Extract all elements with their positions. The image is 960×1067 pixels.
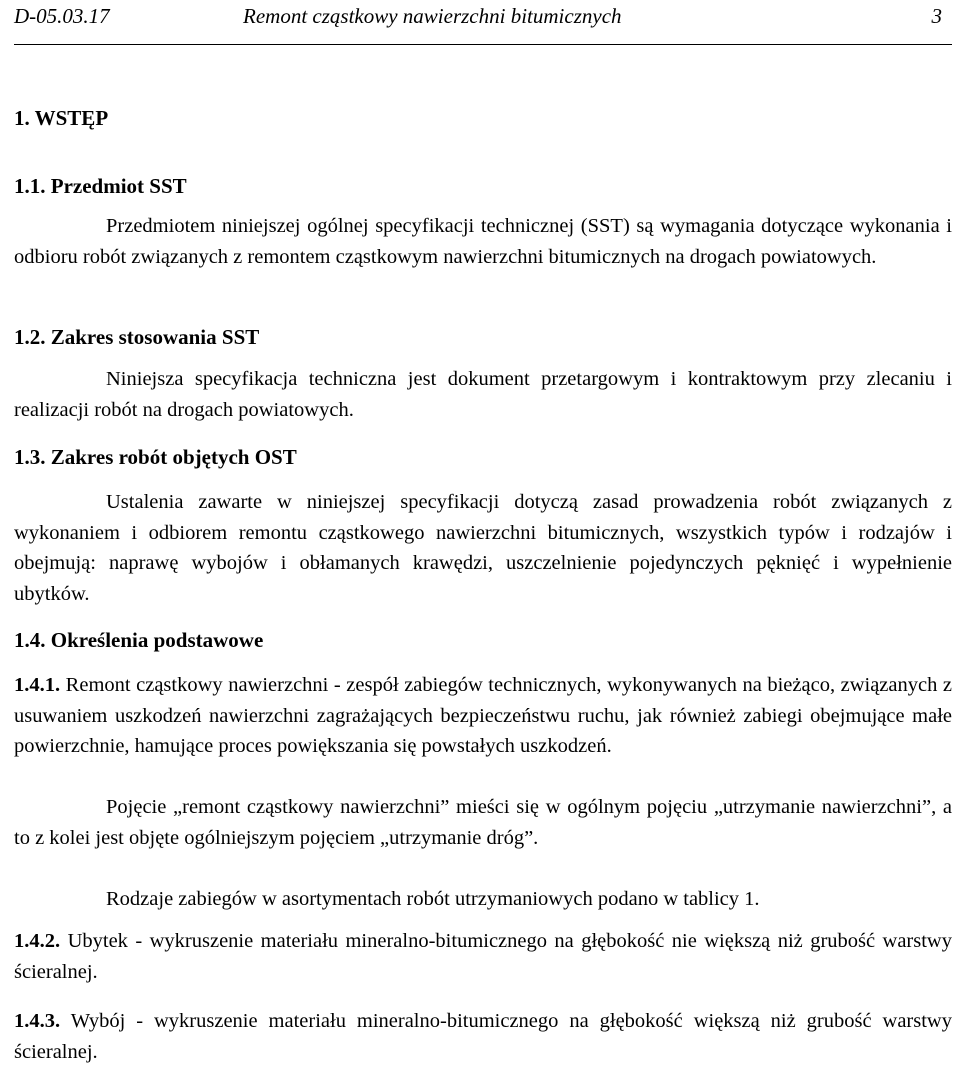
paragraph-1-2: Niniejsza specyfikacja techniczna jest dokument przetargowym i kontraktowym przy zlecaniu i realizacji robót na drogach powiatowych. <box>14 368 952 421</box>
definition-1-4-2 <box>14 926 952 987</box>
definition-number: 1.4.1. <box>14 674 61 696</box>
section-heading-1: 1. WSTĘP <box>14 106 109 130</box>
definition-number: 1.4.3. <box>14 1010 61 1032</box>
section-heading-1-4: 1.4. Określenia podstawowe <box>14 628 264 652</box>
definition-1-4-1-table-ref: Rodzaje zabiegów w asortymentach robót utrzymaniowych podano w tablicy 1. <box>106 888 760 910</box>
page-number: 3 <box>931 4 942 28</box>
paragraph-1-1: Przedmiotem niniejszej ogólnej specyfikacji technicznej (SST) są wymagania dotyczące wykonania i odbioru robót związanych z remontem cząstkowym nawierzchni bitumicznych na drogach powiatowych. <box>14 215 952 268</box>
definition-1-4-3 <box>14 1006 952 1067</box>
definition-1-4-1-note: Pojęcie „remont cząstkowy nawierzchni” mieści się w ogólnym pojęciu „utrzymanie nawierzchni”, a to z kolei jest objęte ogólniejszym pojęciem „utrzymanie dróg”. <box>14 796 952 849</box>
definition-text: Wybój - wykruszenie materiału mineralno-bitumicznego na głębokość większą niż grubość warstwy ścieralnej. <box>14 1010 952 1063</box>
document-title: Remont cząstkowy nawierzchni bitumicznych <box>243 4 622 28</box>
definition-1-4-1 <box>14 670 952 762</box>
definition-text: Ubytek - wykruszenie materiału mineralno-bitumicznego na głębokość nie większą niż grubość warstwy ścieralnej. <box>14 930 952 983</box>
running-header <box>14 0 952 45</box>
section-heading-1-1: 1.1. Przedmiot SST <box>14 174 187 198</box>
document-code: D-05.03.17 <box>14 4 110 28</box>
definition-number: 1.4.2. <box>14 930 61 952</box>
document-page <box>14 0 952 1063</box>
section-heading-1-2: 1.2. Zakres stosowania SST <box>14 325 260 349</box>
paragraph-1-3: Ustalenia zawarte w niniejszej specyfikacji dotyczą zasad prowadzenia robót związanych z wykonaniem i odbiorem remontu cząstkowego nawierzchni bitumicznych, wszystkich typów i rodzajów i obejmują: naprawę wybojów i obłamanych krawędzi, uszczelnienie pojedynczych pęknięć i wypełnienie ubytków. <box>14 491 952 605</box>
section-heading-1-3: 1.3. Zakres robót objętych OST <box>14 445 297 469</box>
definition-text: Remont cząstkowy nawierzchni - zespół zabiegów technicznych, wykonywanych na bieżąco, związanych z usuwaniem uszkodzeń nawierzchni zagrażających bezpieczeństwu ruchu, jak również zabiegi obejmujące małe powierzchnie, hamujące proces powiększania się powstałych uszkodzeń. <box>14 674 952 757</box>
